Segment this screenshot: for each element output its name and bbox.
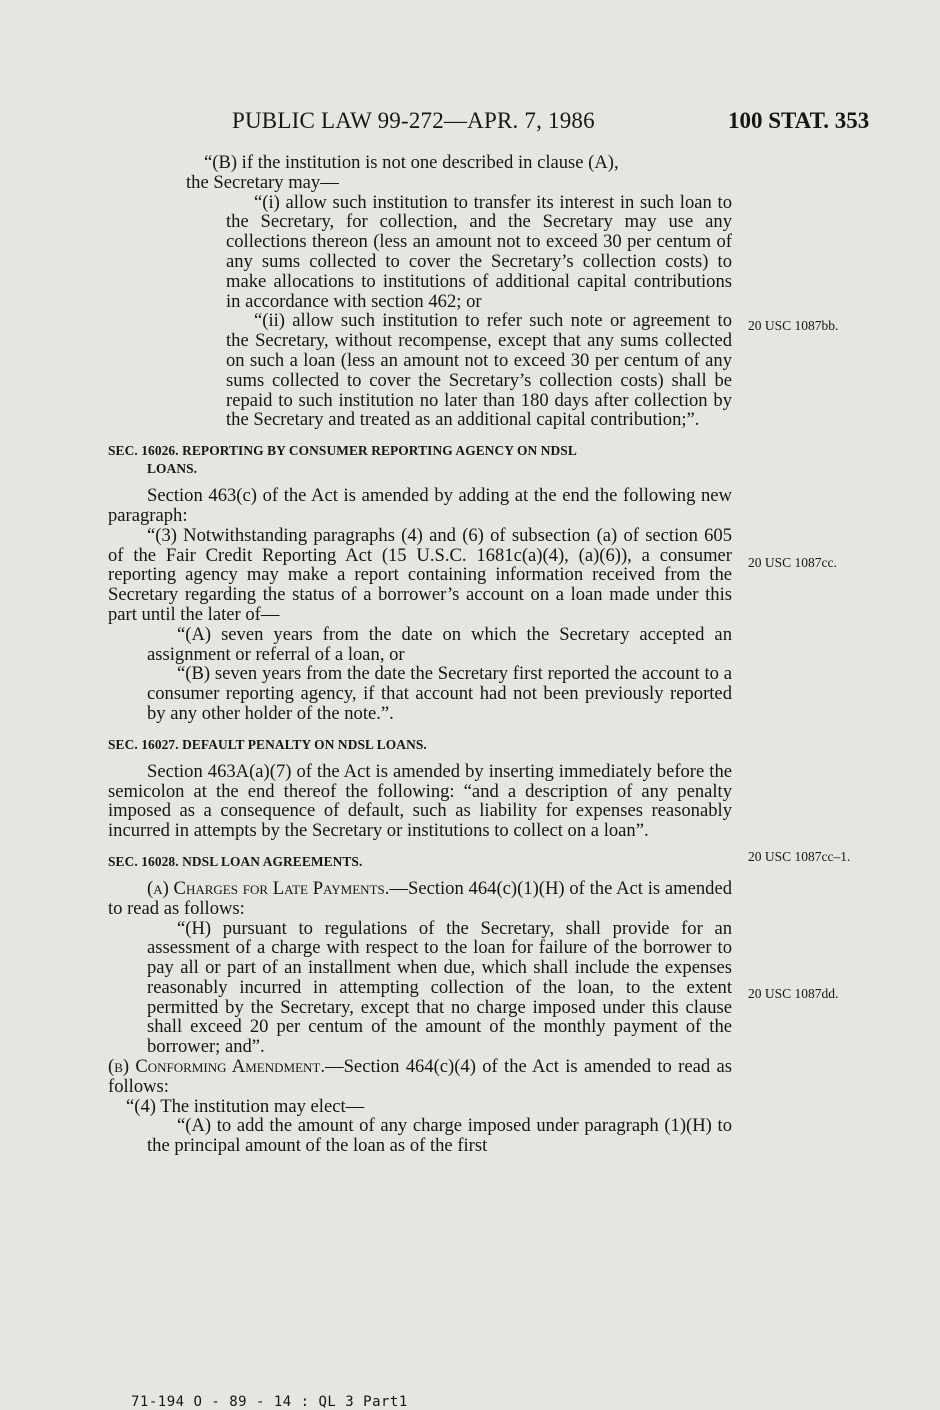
- section-16026-paragraph-2: “(3) Notwithstanding paragraphs (4) and (6) of subsection (a) of section 605 of the Fair Credit Reporting Act (15 U.S.C. 1681c(a)(4), (a)(6)), a consumer reporting agency may make a report containing information received from the Secretary regarding the status of a borrower’s account on a loan made under this part until the later of—: [108, 524, 732, 625]
- subsection-a-label: (a) Charges for Late Payments.: [147, 877, 390, 899]
- section-16028-paragraph-4: “(4) The institution may elect—: [126, 1095, 365, 1117]
- section-16028-heading: SEC. 16028. NDSL LOAN AGREEMENTS.: [108, 853, 363, 869]
- print-job-code: 71-194 O - 89 - 14 : QL 3 Part1: [131, 1394, 408, 1410]
- header-title: PUBLIC LAW 99-272—APR. 7, 1986: [232, 108, 595, 133]
- section-16027-heading: SEC. 16027. DEFAULT PENALTY ON NDSL LOANS.: [108, 736, 427, 752]
- margin-citation-1087dd: 20 USC 1087dd.: [748, 986, 839, 1001]
- clause-b-line2: the Secretary may—: [186, 171, 339, 193]
- header-stat-page: 100 STAT. 353: [728, 108, 870, 133]
- margin-citation-1087cc: 20 USC 1087cc.: [748, 555, 837, 570]
- subsection-b-label: (b) Conforming Amendment.: [108, 1056, 325, 1078]
- clause-ii: “(ii) allow such institution to refer such note or agreement to the Secretary, without recompense, except that any sums collected on such a loan (less an amount not to exceed 30 per centum of any sums collected to cover the Secretary’s collection costs) shall be repaid to such institution no later than 180 days after collection by the Secretary and treated as an additional capital contribution;”.: [226, 310, 732, 431]
- section-16028-subsection-b: (b) Conforming Amendment.—Section 464(c)(4) of the Act is amended to read as follows:: [108, 1056, 732, 1097]
- section-16028-subsection-a: (a) Charges for Late Payments.—Section 464(c)(1)(H) of the Act is amended to read as follows:: [108, 877, 732, 919]
- section-16027-paragraph: Section 463A(a)(7) of the Act is amended by inserting immediately before the semicolon at the end thereof the following: “and a description of any penalty imposed as a consequence of default, such as liability for expenses reasonably incurred in attempts by the Secretary or institutions to collect on a loan”.: [108, 760, 732, 842]
- section-16026-subparagraph-b: “(B) seven years from the date the Secretary first reported the account to a consumer reporting agency, if that account had not been previously reported by any other holder of the note.”.: [147, 663, 732, 724]
- clause-b-line1: “(B) if the institution is not one described in clause (A),: [204, 152, 619, 173]
- section-16028-subparagraph-4a: “(A) to add the amount of any charge imposed under paragraph (1)(H) to the principal amount of the loan as of the first: [147, 1115, 732, 1157]
- section-16026-heading: SEC. 16026. REPORTING BY CONSUMER REPORTING AGENCY ON NDSL LOANS.: [108, 443, 577, 477]
- section-16028-clause-h: “(H) pursuant to regulations of the Secretary, shall provide for an assessment of a charge with respect to the loan for failure of the borrower to pay all or part of an installment when due, which shall include the expenses reasonably incurred in attempting collection of the loan, to the extent permitted by the Secretary, except that no charge imposed under this clause shall exceed 20 per centum of the amount of the monthly payment of the borrower; and”.: [147, 917, 732, 1058]
- section-16026-subparagraph-a: “(A) seven years from the date on which the Secretary accepted an assignment or referral of a loan, or: [147, 623, 732, 665]
- margin-citation-1087bb: 20 USC 1087bb.: [748, 318, 839, 333]
- document-body: [108, 153, 732, 1156]
- page-header: [0, 108, 940, 140]
- margin-citation-1087cc-1: 20 USC 1087cc–1.: [748, 849, 851, 864]
- section-16026-paragraph-1: Section 463(c) of the Act is amended by adding at the end the following new paragraph:: [108, 485, 732, 526]
- clause-i: “(i) allow such institution to transfer its interest in such loan to the Secretary, for collection, and the Secretary may use any collections thereon (less an amount not to exceed 30 per centum of any sums collected to cover the Secretary’s collection costs) to make allocations to institutions of additional capital contributions in accordance with section 462; or: [226, 191, 732, 312]
